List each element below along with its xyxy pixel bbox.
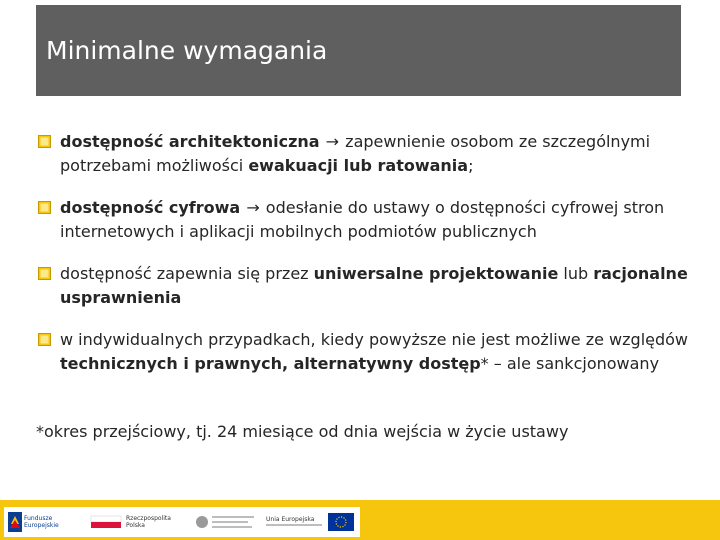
checkbox-square-icon xyxy=(38,267,52,281)
bullet-text: w indywidualnych przypadkach, kiedy powyższe nie jest możliwe ze względów xyxy=(60,330,689,349)
checkbox-square-icon xyxy=(38,135,52,149)
title-bar xyxy=(36,5,681,96)
rzeczpospolita-polska-logo xyxy=(126,510,188,534)
bullet-bold-text: ewakuacji lub ratowania xyxy=(248,156,469,175)
checkbox-square-icon xyxy=(38,333,52,347)
right-arrow-icon: → xyxy=(246,198,260,217)
footer-bar xyxy=(0,500,720,540)
fundusze-europejskie-logo xyxy=(8,510,70,534)
bullet-bold-text: dostępność cyfrowa xyxy=(60,198,241,217)
page-title: Minimalne wymagania xyxy=(46,36,328,65)
footnote: *okres przejściowy, tj. 24 miesiące od dnia wejścia w życie ustawy xyxy=(36,422,569,441)
bullet-bold-text: uniwersalne projektowanie xyxy=(313,264,559,283)
bullet-bold-text: dostępność architektoniczna xyxy=(60,132,320,151)
right-arrow-icon: → xyxy=(325,132,340,151)
svg-text:Rzeczpospolita: Rzeczpospolita xyxy=(126,515,171,522)
logo-strip xyxy=(4,507,360,537)
bullet-text: ; xyxy=(468,156,474,175)
bullet-item-digital xyxy=(36,196,696,244)
bullet-text: zapewnienie osobom ze szczególnymi potrzebami możliwości xyxy=(60,132,651,175)
bullet-list xyxy=(36,130,696,394)
checkbox-square-icon xyxy=(38,201,52,215)
svg-text:Europejskie: Europejskie xyxy=(24,522,59,529)
bullet-item-design xyxy=(36,262,696,310)
bullet-text: * – ale sankcjonowany xyxy=(480,354,660,373)
bullet-bold-text: racjonalne usprawnienia xyxy=(60,264,688,307)
polska-flag-logo xyxy=(90,510,124,534)
svg-text:Unia Europejska: Unia Europejska xyxy=(266,516,315,523)
bullet-item-architectural xyxy=(36,130,696,178)
unia-europejska-logo xyxy=(266,510,356,534)
bullet-item-alternative xyxy=(36,328,696,376)
bullet-text: odesłanie do ustawy o dostępności cyfrowej stron internetowych i aplikacji mobilnych podmiotów publicznych xyxy=(60,198,665,241)
bullet-text: lub xyxy=(558,264,594,283)
bullet-bold-text: technicznych i prawnych, alternatywny dostęp xyxy=(60,354,481,373)
bullet-text: dostępność zapewnia się przez xyxy=(60,264,314,283)
svg-text:Polska: Polska xyxy=(126,522,145,529)
svg-text:Fundusze: Fundusze xyxy=(24,515,53,522)
ministerstwo-logo xyxy=(194,510,258,534)
